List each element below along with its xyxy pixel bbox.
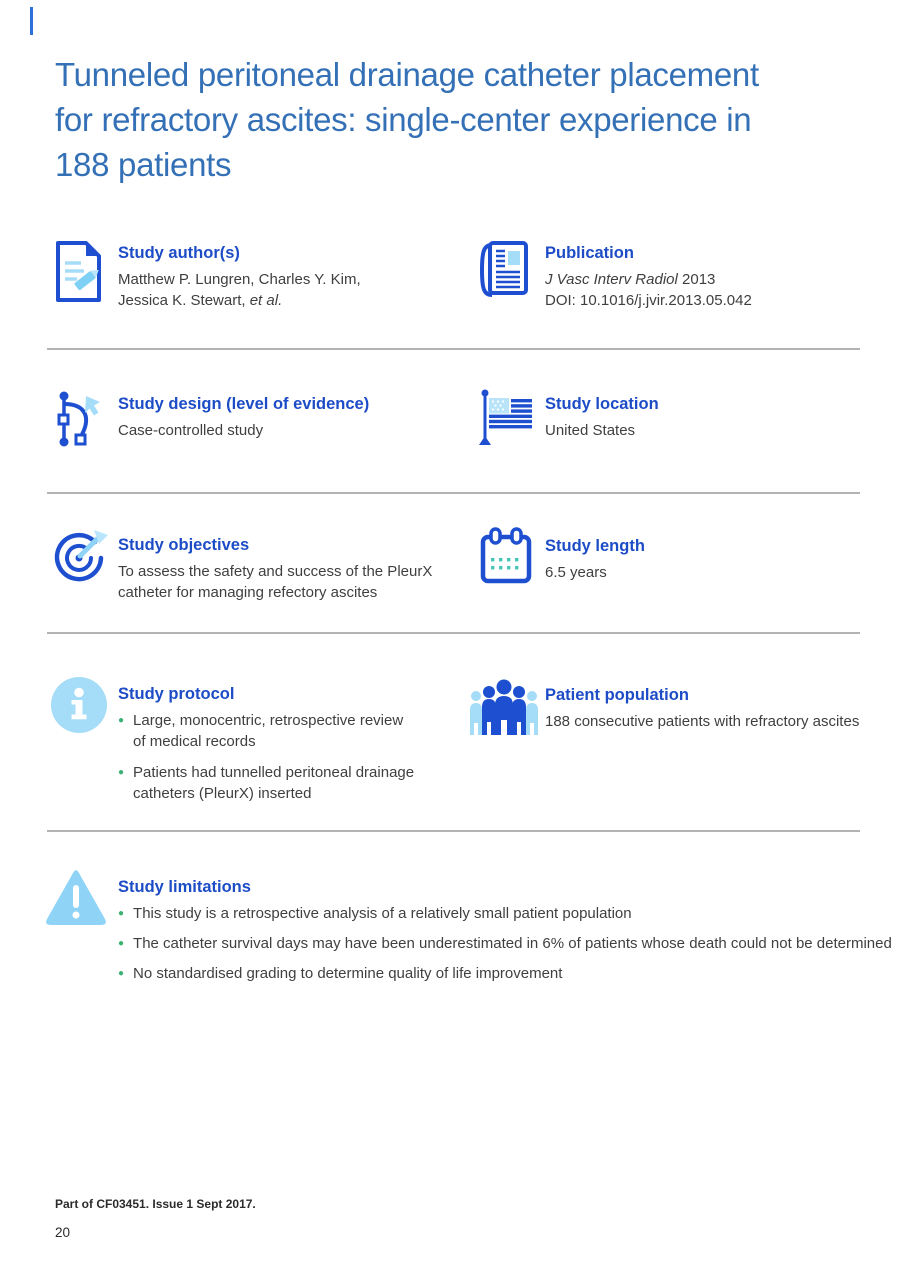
journal-name-italic: J Vasc Interv Radiol [545, 271, 678, 288]
bezier-pen-icon [52, 386, 110, 455]
section-divider [47, 632, 860, 634]
section-divider [47, 348, 860, 350]
page-title-line2: for refractory ascites: single-center experience in [55, 101, 752, 138]
design-body: Case-controlled study [118, 422, 264, 439]
section-heading: Study author(s) [118, 244, 240, 262]
section-heading: Patient population [545, 686, 689, 704]
warning-triangle-icon [42, 866, 110, 933]
section-divider [47, 492, 860, 494]
page-title-line3: 188 patients [55, 146, 232, 183]
page-title [55, 52, 759, 187]
limitation-bullet: ●︎ No standardised grading to determine quality of life improvement [118, 965, 563, 982]
authors-line1: Matthew P. Lungren, Charles Y. Kim, [118, 271, 361, 288]
section-heading: Study length [545, 537, 645, 555]
population-body: 188 consecutive patients with refractory ascites [545, 713, 860, 730]
objectives-line2: catheter for managing refectory ascites [118, 584, 378, 601]
bullet-dot: ●︎ [118, 938, 125, 949]
protocol-bullet: ●︎ Patients had tunnelled peritoneal drainage catheters (PleurX) inserted [118, 764, 415, 802]
section-heading: Study location [545, 395, 659, 413]
location-body: United States [545, 422, 636, 439]
authors-line2: Jessica K. Stewart, et al. [118, 292, 283, 309]
us-flag-icon [476, 386, 536, 455]
section-heading: Study protocol [118, 685, 235, 703]
calendar-icon [478, 526, 534, 593]
publication-doi: DOI: 10.1016/j.jvir.2013.05.042 [545, 292, 752, 309]
protocol-bullet: ●︎ Large, monocentric, retrospective review of medical records [118, 712, 404, 750]
bullet-dot: ●︎ [118, 767, 125, 778]
objectives-line1: To assess the safety and success of the PleurX [118, 563, 433, 580]
limitation-bullet: ●︎ This study is a retrospective analysis of a relatively small patient population [118, 905, 632, 922]
page-title-line1: Tunneled peritoneal drainage catheter placement [55, 56, 759, 93]
section-heading: Study design (level of evidence) [118, 395, 370, 413]
footer-reference: Part of CF03451. Issue 1 Sept 2017. [55, 1197, 256, 1211]
target-dart-icon [50, 528, 110, 593]
bullet-dot: ●︎ [118, 715, 125, 726]
info-icon [50, 676, 108, 739]
bullet-dot: ●︎ [118, 908, 125, 919]
journal-icon [478, 238, 530, 305]
section-heading: Study objectives [118, 536, 250, 554]
section-heading: Study limitations [118, 878, 251, 896]
people-group-icon [468, 678, 540, 741]
section-divider [47, 830, 860, 832]
section-heading: Publication [545, 244, 634, 262]
publication-journal-line: J Vasc Interv Radiol 2013 [545, 271, 716, 288]
document-pencil-icon [52, 240, 104, 309]
page-number: 20 [55, 1225, 71, 1240]
bullet-dot: ●︎ [118, 968, 125, 979]
et-al-italic: et al. [249, 292, 283, 309]
length-body: 6.5 years [545, 564, 607, 581]
corner-crop-mark [30, 7, 33, 35]
limitation-bullet: ●︎ The catheter survival days may have been underestimated in 6% of patients whose death could not be determined [118, 935, 892, 952]
